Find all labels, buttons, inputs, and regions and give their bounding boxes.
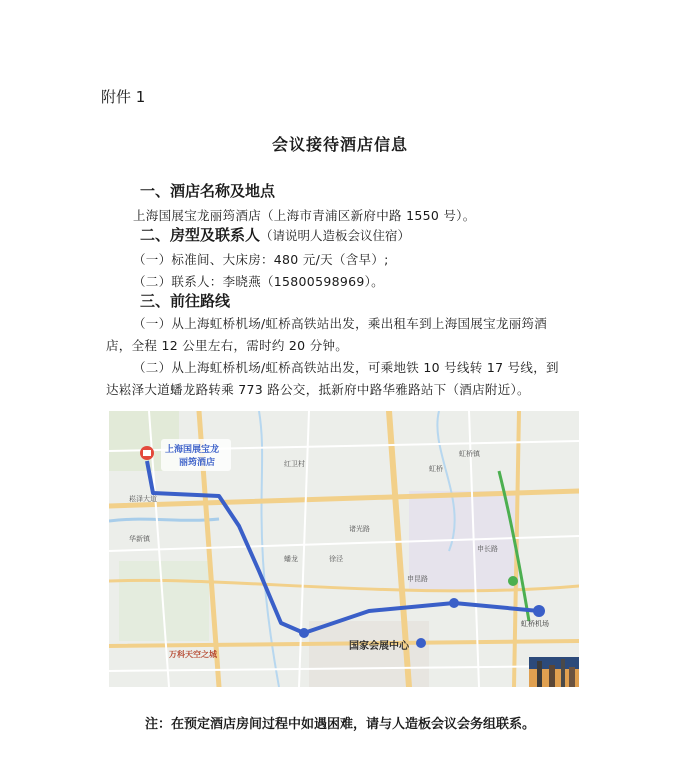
section-2-heading-text: 二、房型及联系人 [140, 226, 261, 244]
hotel-name-address: 上海国展宝龙丽筠酒店（上海市青浦区新府中路 1550 号）。 [133, 208, 476, 223]
expo-label: 国家会展中心 [349, 641, 409, 652]
place-label: 诸光路 [349, 525, 370, 533]
place-label: 徐泾 [329, 555, 343, 563]
route-1-line-1: （一）从上海虹桥机场/虹桥高铁站出发，乘出租车到上海国展宝龙丽筠酒 [133, 316, 548, 331]
place-label: 申昆路 [407, 575, 428, 583]
place-label: 华新镇 [129, 535, 150, 543]
bus-stop-icon [299, 628, 309, 638]
airport-station-icon [533, 605, 545, 617]
expo-pin-icon [416, 638, 426, 648]
airport-label: 虹桥机场 [521, 620, 549, 628]
place-label: 崧泽大道 [129, 495, 157, 503]
place-label: 红卫村 [284, 460, 305, 468]
city-photo-thumbnail [529, 657, 579, 687]
section-3-heading: 三、前往路线 [140, 292, 231, 310]
section-2-heading-note: （请说明人造板会议住宿） [260, 228, 411, 243]
route-map [109, 411, 579, 687]
contact-line: （二）联系人：李晓燕（15800598969）。 [133, 274, 384, 289]
section-2-heading [140, 224, 410, 245]
place-label: 虹桥 [429, 465, 443, 473]
metro-stop-icon [449, 598, 459, 608]
hotel-label-1: 上海国展宝龙 [165, 445, 220, 455]
metro-icon [508, 576, 518, 586]
page-title: 会议接待酒店信息 [271, 135, 408, 154]
room-type-line: （一）标准间、大床房：480 元/天（含早）; [133, 252, 389, 267]
wanke-label: 万科天空之城 [169, 650, 217, 659]
place-label: 申长路 [477, 545, 498, 553]
route-2-line-2: 达崧泽大道蟠龙路转乘 773 路公交，抵新府中路华雅路站下（酒店附近）。 [106, 382, 530, 397]
attachment-label: 附件 1 [101, 88, 146, 106]
route-1-line-2: 店，全程 12 公里左右，需时约 20 分钟。 [106, 338, 349, 353]
footer-note: 注：在预定酒店房间过程中如遇困难，请与人造板会议会务组联系。 [144, 717, 535, 732]
hotel-label-2: 丽筠酒店 [179, 458, 216, 468]
section-1-heading: 一、酒店名称及地点 [140, 182, 276, 200]
route-2-line-1: （二）从上海虹桥机场/虹桥高铁站出发，可乘地铁 10 号线转 17 号线，到 [133, 360, 559, 375]
place-label: 蟠龙 [284, 555, 298, 563]
place-label: 虹桥镇 [459, 450, 480, 458]
